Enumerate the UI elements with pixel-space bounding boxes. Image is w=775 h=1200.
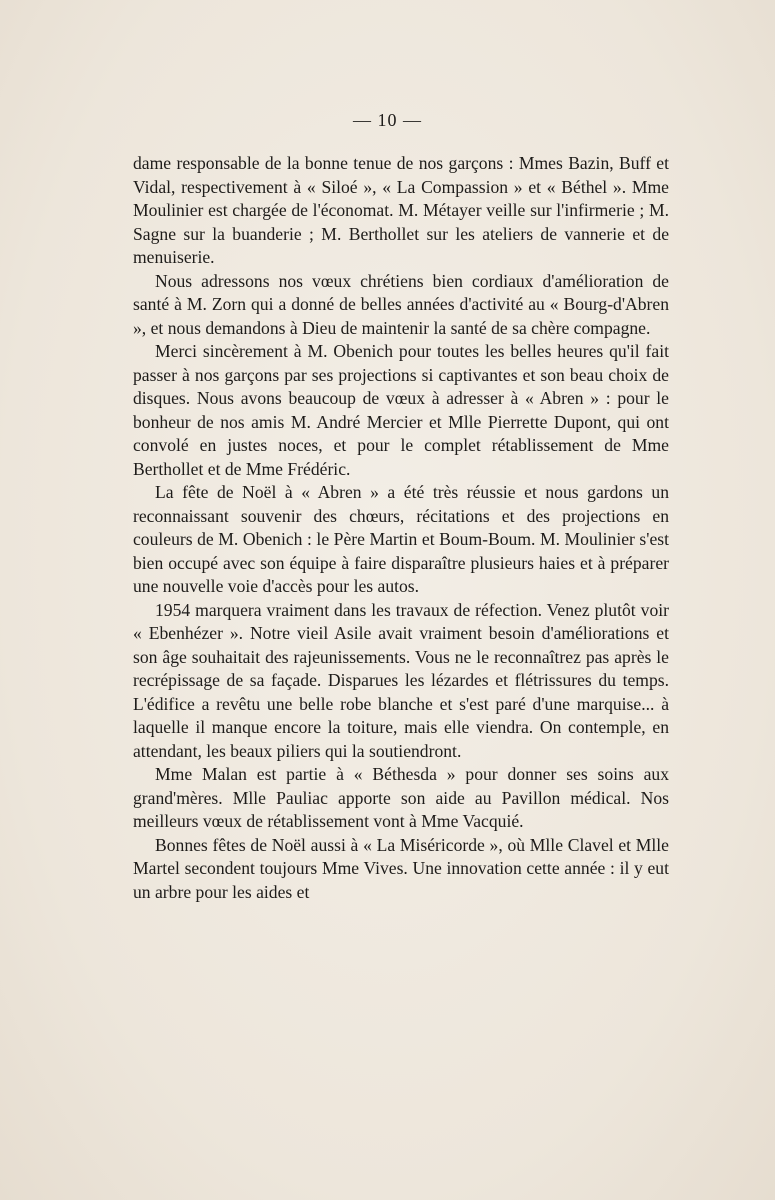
page-number: — 10 — xyxy=(353,110,422,130)
paragraph-3: Merci sincèrement à M. Obenich pour toutes les belles heures qu'il fait passer à nos garçons par ses projections si captivantes et son beau choix de disques. Nous avons beaucoup de vœux à adresser à « Abren » : pour le bonheur de nos amis M. André Mercier et Mlle Pierrette Dupont, qui ont convolé en justes noces, et pour le complet rétablissement de Mme Berthollet et de Mme Frédéric. xyxy=(133,341,669,479)
paragraph-7: Bonnes fêtes de Noël aussi à « La Miséricorde », où Mlle Clavel et Mlle Martel secondent toujours Mme Vives. Une innovation cette année : il y eut un arbre pour les aides et xyxy=(133,834,669,902)
body-text xyxy=(133,152,669,904)
paragraph-6: Mme Malan est partie à « Béthesda » pour donner ses soins aux grand'mères. Mlle Pauliac apporte son aide au Pavillon médical. Nos meilleurs vœux de rétablissement vont à Mme Vacquié. xyxy=(133,764,669,831)
paragraph-5: 1954 marquera vraiment dans les travaux de réfection. Venez plutôt voir « Ebenhézer ». Notre vieil Asile avait vraiment besoin d'améliorations et son âge souhaitait des rajeunissements. Vous ne le reconnaîtrez pas après le recrépissage de sa façade. Disparues les lézardes et flétrissures du temps. L'édifice a revêtu une belle robe blanche et s'est paré d'une marquise... à laquelle il manque encore la toiture, mais elle viendra. On contemple, en attendant, les beaux piliers qui la soutiendront. xyxy=(133,599,669,761)
paragraph-2: Nous adressons nos vœux chrétiens bien cordiaux d'amélioration de santé à M. Zorn qui a donné de belles années d'activité au « Bourg-d'Abren », et nous demandons à Dieu de maintenir la santé de sa chère compagne. xyxy=(133,270,669,338)
paragraph-1: dame responsable de la bonne tenue de nos garçons : Mmes Bazin, Buff et Vidal, respectivement à « Siloé », « La Compassion » et « Béthel ». Mme Moulinier est chargée de l'économat. M. Métayer veille sur l'infirmerie ; M. Sagne sur la buanderie ; M. Berthollet sur les ateliers de vannerie et de menuiserie. xyxy=(133,153,669,267)
paragraph-4: La fête de Noël à « Abren » a été très réussie et nous gardons un reconnaissant souvenir des chœurs, récitations et des projections en couleurs de M. Obenich : le Père Martin et Boum-Boum. M. Moulinier s'est bien occupé avec son équipe à faire disparaître plusieurs haies et à préparer une nouvelle voie d'accès pour les autos. xyxy=(133,482,669,596)
